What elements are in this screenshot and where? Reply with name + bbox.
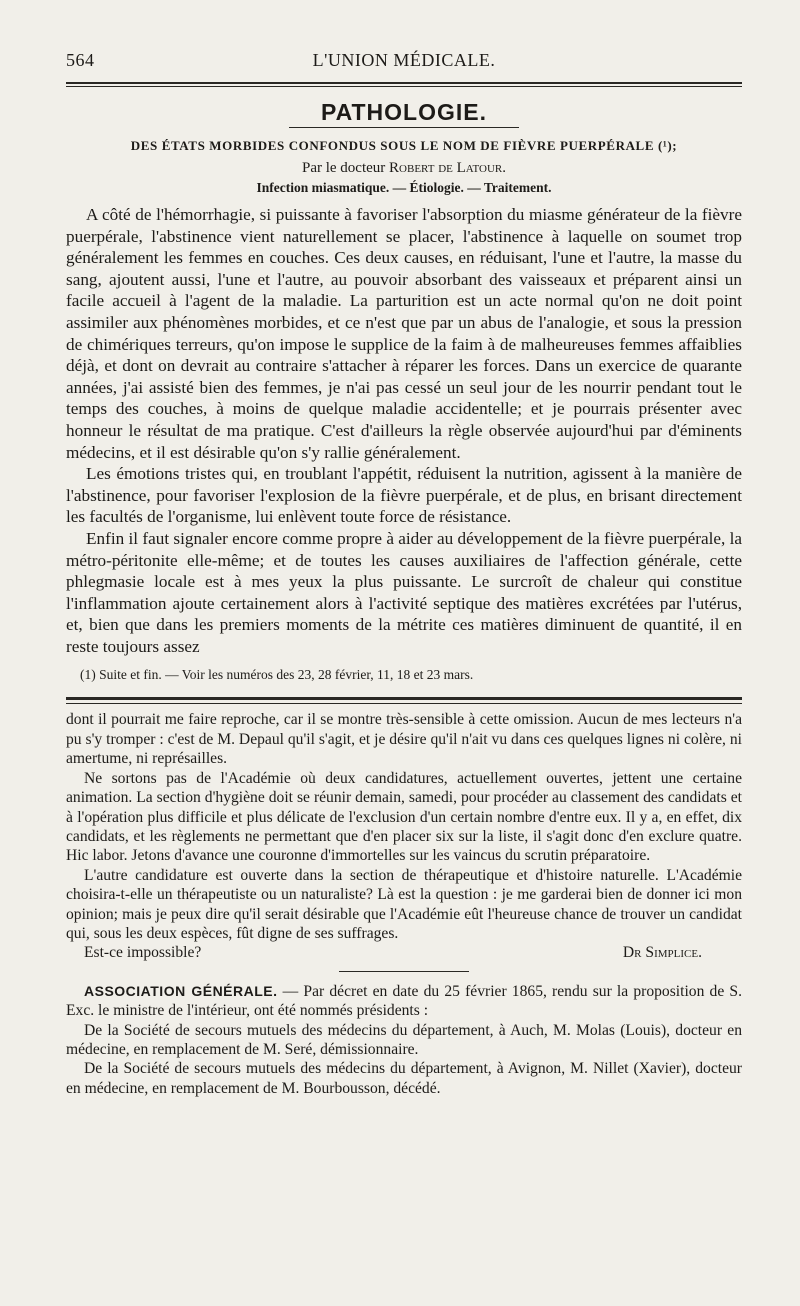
section-title-rule [289, 127, 519, 128]
article-paragraph: Les émotions tristes qui, en troublant l'appétit, réduisent la nutrition, agissent à la manière de l'abstinence, pour favoriser l'explosion de la fièvre puerpérale, et de plus, en brisant directement les facultés de l'organisme, lui enlèvent toute force de résistance. [66, 464, 742, 527]
association-intro: — Par décret en date du 25 février 1865, rendu sur la proposition de S. Exc. le ministre de l'intérieur, ont été nommés présidents : [66, 982, 742, 1020]
column-paragraph: Ne sortons pas de l'Académie où deux candidatures, actuellement ouvertes, jettent une certaine animation. La section d'hygiène doit se réunir demain, samedi, pour procéder au classement des candidats et à l'opération plus difficile et plus délicate de l'exclusion d'un certain nombre d'entre eux. Il y a, en effet, dix candidats, et les règlements ne permettant que d'en placer six sur la liste, il s'agit donc d'en exclure quatre. Hic labor. Jetons d'avance une couronne d'immortelles sur les vaincus du scrutin préparatoire. [66, 769, 742, 865]
association-item: De la Société de secours mutuels des médecins du département, à Auch, M. Molas (Louis), docteur en médecine, en remplacement de M. Seré, démissionnaire. [66, 1021, 742, 1058]
association-intro-paragraph [66, 982, 742, 1021]
column-paragraph: dont il pourrait me faire reproche, car il se montre très-sensible à cette omission. Aucun de mes lecteurs n'a pu s'y tromper : c'est de M. Depaul qu'il s'agit, et je désire qu'il n'ait vu dans ces quelques lignes ni colère, ni amertume, ni représailles. [66, 711, 742, 768]
feuilleton-rule-thin [66, 703, 742, 704]
article-paragraph: A côté de l'hémorrhagie, si puissante à favoriser l'absorption du miasme générateur de la fièvre puerpérale, l'abstinence vient naturellement se placer, l'abstinence à laquelle on soumet trop généralement les femmes en couches. Ces deux causes, en réduisant, l'une et l'autre, la masse du sang, ajoutent aussi, l'une et l'autre, au pouvoir absorbant des vaisseaux et préparent ainsi un facile accueil à l'agent de la maladie. La parturition est un acte normal qu'on ne doit point assimiler aux phénomènes morbides, et ce n'est que par un abus de l'analogie, et sous la pression de chimériques terreurs, qu'on impose le supplice de la faim à de malheureuses femmes affaiblies déjà, et dont on devrait au contraire s'attacher à réparer les forces. Dans un exercice de quarante années, j'ai assisté bien des femmes, je n'ai pas cessé un seul jour de les nourrir pendant tout le temps des couches, à moins de quelque maladie accidentelle; et je pourrais présenter avec honneur le résultat de ma pratique. C'est d'ailleurs la règle observée aujourd'hui par d'éminents médecins, et il est désirable qu'on s'y rallie généralement. [66, 205, 742, 462]
article-paragraph: Enfin il faut signaler encore comme propre à aider au développement de la fièvre puerpérale, la métro-péritonite elle-même; et de toutes les causes auxiliaires de l'affection générale, cette phlegmasie locale est à mes yeux la plus puissante. Le surcroît de chaleur qui constitue l'inflammation ajoute certainement alors à l'activité septique des matières excrétées par l'utérus, et, bien que dans les premiers moments de la métrite ces matières diminuent de quantité, il en reste toujours assez [66, 528, 742, 656]
header-rule [66, 82, 742, 87]
author-prefix: Par le docteur [301, 160, 386, 176]
article-body [66, 204, 742, 657]
signature: Dr Simplice. [622, 944, 702, 962]
running-title: L'UNION MÉDICALE. [312, 50, 496, 70]
article-author [66, 160, 742, 177]
page-header [66, 50, 742, 74]
feuilleton-rule [66, 697, 742, 700]
section-title: PATHOLOGIE. [320, 99, 488, 125]
association-notice [66, 982, 742, 1098]
page-number: 564 [66, 50, 95, 70]
footnote: (1) Suite et fin. — Voir les numéros des 23, 28 février, 11, 18 et 23 mars. [80, 667, 474, 683]
column-paragraph: L'autre candidature est ouverte dans la section de thérapeutique et d'histoire naturelle. L'Académie choisira-t-elle un thérapeutiste ou un naturaliste? Là est la question : je me garderai bien de donner ici mon opinion; mais je peux dire qu'il serait désirable que l'Académie eût l'heureuse chance de trouver un candidat qui, sous les deux espèces, fût digne de ses suffrages. [66, 866, 742, 942]
separator-rule [339, 971, 469, 972]
chronicle-column [66, 710, 742, 962]
author-name: Robert de Latour. [389, 160, 506, 176]
closing-question: Est-ce impossible? [84, 944, 202, 962]
association-item: De la Société de secours mutuels des médecins du département, à Avignon, M. Nillet (Xavier), docteur en médecine, en remplacement de M. Bourbousson, décédé. [66, 1060, 742, 1097]
column-closing [66, 943, 742, 962]
article-subtitle: Infection miasmatique. — Étiologie. — Traitement. [256, 180, 552, 195]
association-label: ASSOCIATION GÉNÉRALE. [84, 982, 278, 999]
article-title: DES ÉTATS MORBIDES CONFONDUS SOUS LE NOM DE FIÈVRE PUERPÉRALE (¹); [130, 138, 678, 153]
